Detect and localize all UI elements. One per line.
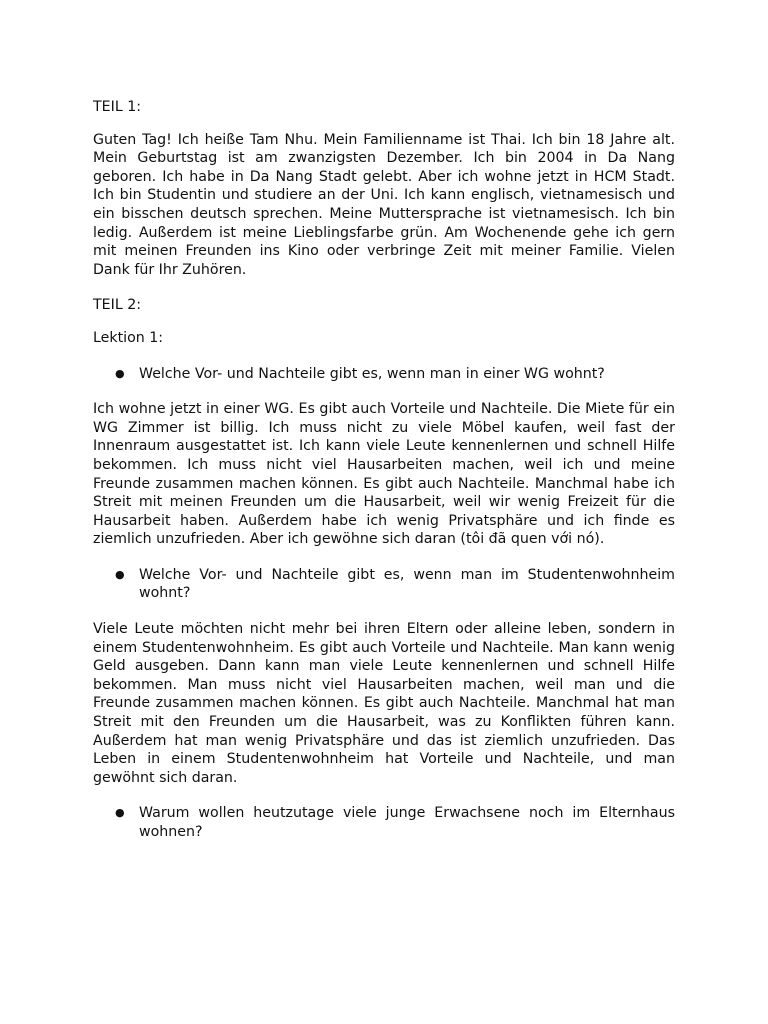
question-3-text: Warum wollen heutzutage viele junge Erwachsene noch im Elternhaus wohnen? <box>139 805 675 840</box>
lektion-heading: Lektion 1: <box>93 329 164 346</box>
question-1 <box>93 365 675 384</box>
question-3 <box>93 804 675 841</box>
answer-1-paragraph: Ich wohne jetzt in einer WG. Es gibt auch Vorteile und Nachteile. Die Miete für ein WG Zimmer ist billig. Ich muss nicht zu viele Möbel kaufen, weil fast der Innenraum ausgestattet ist. Ich kann viele Leute kennenlernen und schnell Hilfe bekommen. Ich muss nicht viel Hausarbeiten machen, weil ich und meine Freunde zusammen machen können. Es gibt auch Nachteile. Manchmal habe ich Streit mit meinen Freunden um die Hausarbeit, weil wir wenig Freizeit für die Hausarbeit haben. Außerdem habe ich wenig Privatsphäre und ich finde es ziemlich unzufrieden. Aber ich gewöhne sich daran (tôi đã quen với nó). <box>93 401 675 548</box>
bullet-icon: ● <box>115 366 125 380</box>
answer-2-paragraph: Viele Leute möchten nicht mehr bei ihren Eltern oder alleine leben, sondern in einem Studentenwohnheim. Es gibt auch Vorteile und Nachteile. Man kann wenig Geld ausgeben. Dann kann man viele Leute kennenlernen und schnell Hilfe bekommen. Man muss nicht viel Hausarbeiten machen, weil man und die Freunde zusammen machen können. Es gibt auch Nachteile. Manchmal hat man Streit mit den Freunden um die Hausarbeit, was zu Konflikten führen kann. Außerdem hat man wenig Privatsphäre und das ist ziemlich unzufrieden. Das Leben in einem Studentenwohnheim hat Vorteile und Nachteile, und man gewöhnt sich daran. <box>93 621 675 786</box>
question-2-text: Welche Vor- und Nachteile gibt es, wenn man im Studentenwohnheim wohnt? <box>139 566 675 602</box>
question-1-text: Welche Vor- und Nachteile gibt es, wenn man in einer WG wohnt? <box>139 365 605 382</box>
question-2 <box>93 566 675 603</box>
bullet-icon: ● <box>115 806 125 820</box>
teil1-paragraph: Guten Tag! Ich heiße Tam Nhu. Mein Familienname ist Thai. Ich bin 18 Jahre alt. Mein Geburtstag ist am zwanzigsten Dezember. Ich bin 2004 in Da Nang geboren. Ich habe in Da Nang Stadt gelebt. Aber ich wohne jetzt in HCM Stadt. Ich bin Studentin und studiere an der Uni. Ich kann englisch, vietnamesisch und ein bisschen deutsch sprechen. Meine Muttersprache ist vietnamesisch. Ich bin ledig. Außerdem ist meine Lieblingsfarbe grün. Am Wochenende gehe ich gern mit meinen Freunden ins Kino oder verbringe Zeit mit meiner Familie. Vielen Dank für Ihr Zuhören. <box>93 131 675 278</box>
document-page <box>93 98 675 859</box>
bullet-icon: ● <box>115 567 125 581</box>
teil2-heading: TEIL 2: <box>93 297 142 314</box>
teil1-heading: TEIL 1: <box>93 99 142 115</box>
